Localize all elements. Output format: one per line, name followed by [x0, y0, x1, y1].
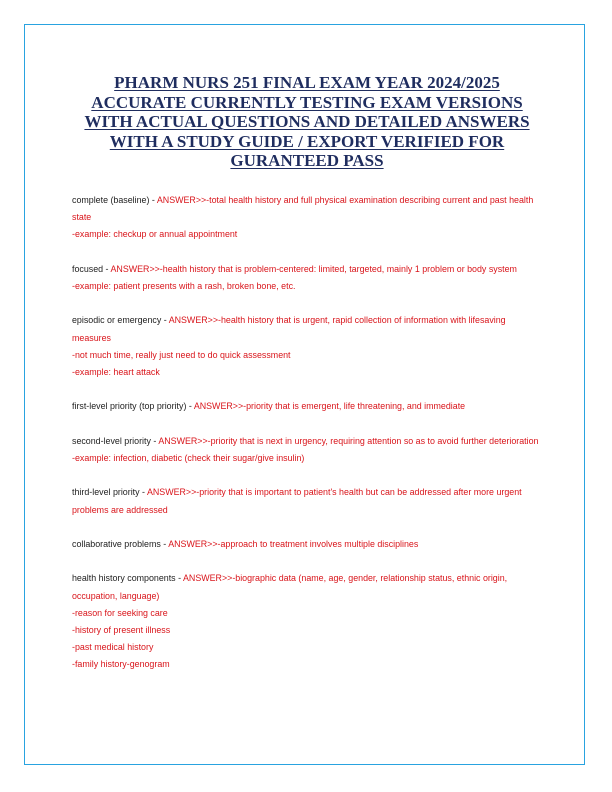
- qa-note: -past medical history: [72, 642, 154, 653]
- qa-note: -example: heart attack: [72, 367, 160, 377]
- qa-answer: ANSWER>>-biographic data (name, age, gender, relationship status, ethnic origin, occupation, language): [72, 573, 508, 601]
- qa-item-collaborative-problems: [72, 536, 542, 553]
- qa-list: [72, 192, 542, 691]
- qa-term: third-level priority -: [72, 487, 147, 498]
- qa-item-third-level-priority: [72, 484, 542, 518]
- qa-term: complete (baseline) -: [72, 195, 157, 205]
- qa-answer: ANSWER>>-total health history and full physical examination describing current and past health state: [72, 195, 534, 223]
- qa-answer: ANSWER>>-health history that is problem-centered: limited, targeted, mainly 1 problem or body system: [110, 263, 517, 274]
- qa-answer: ANSWER>>-health history that is urgent, rapid collection of information with lifesaving measures: [72, 315, 506, 343]
- qa-term: health history components -: [72, 573, 183, 584]
- qa-term: first-level priority (top priority) -: [72, 401, 194, 412]
- qa-term: focused -: [72, 263, 111, 274]
- qa-term: collaborative problems -: [72, 538, 169, 549]
- qa-note: -not much time, really just need to do quick assessment: [72, 349, 291, 360]
- qa-note: -example: infection, diabetic (check their sugar/give insulin): [72, 452, 305, 463]
- qa-answer: ANSWER>>-approach to treatment involves multiple disciplines: [168, 538, 419, 549]
- qa-note: -history of present illness: [72, 624, 171, 635]
- qa-item-focused: [72, 261, 542, 295]
- qa-item-health-history-components: [72, 570, 542, 673]
- qa-note: -example: checkup or annual appointment: [72, 229, 238, 240]
- qa-note: -family history-genogram: [72, 659, 170, 670]
- qa-item-episodic-emergency: [72, 312, 542, 381]
- qa-item-second-level-priority: [72, 433, 542, 467]
- document-title: PHARM NURS 251 FINAL EXAM YEAR 2024/2025 ACCURATE CURRENTLY TESTING EXAM VERSIONS WITH ACTUAL QUESTIONS AND DETAILED ANSWERS WITH A STUDY GUIDE / EXPORT VERIFIED FOR GURANTEED PASS: [84, 73, 530, 171]
- qa-answer: ANSWER>>-priority that is emergent, life threatening, and immediate: [193, 401, 466, 412]
- qa-note: -reason for seeking care: [72, 607, 168, 618]
- qa-note: -example: patient presents with a rash, broken bone, etc.: [72, 281, 296, 291]
- qa-item-first-level-priority: [72, 398, 542, 415]
- qa-answer: ANSWER>>-priority that is important to patient's health but can be addressed after more urgent problems are addressed: [72, 487, 522, 515]
- qa-term: second-level priority -: [72, 435, 159, 446]
- qa-term: episodic or emergency -: [72, 315, 169, 326]
- qa-item-complete-baseline: [72, 192, 542, 244]
- qa-answer: ANSWER>>-priority that is next in urgency, requiring attention so as to avoid further deterioration: [158, 435, 539, 446]
